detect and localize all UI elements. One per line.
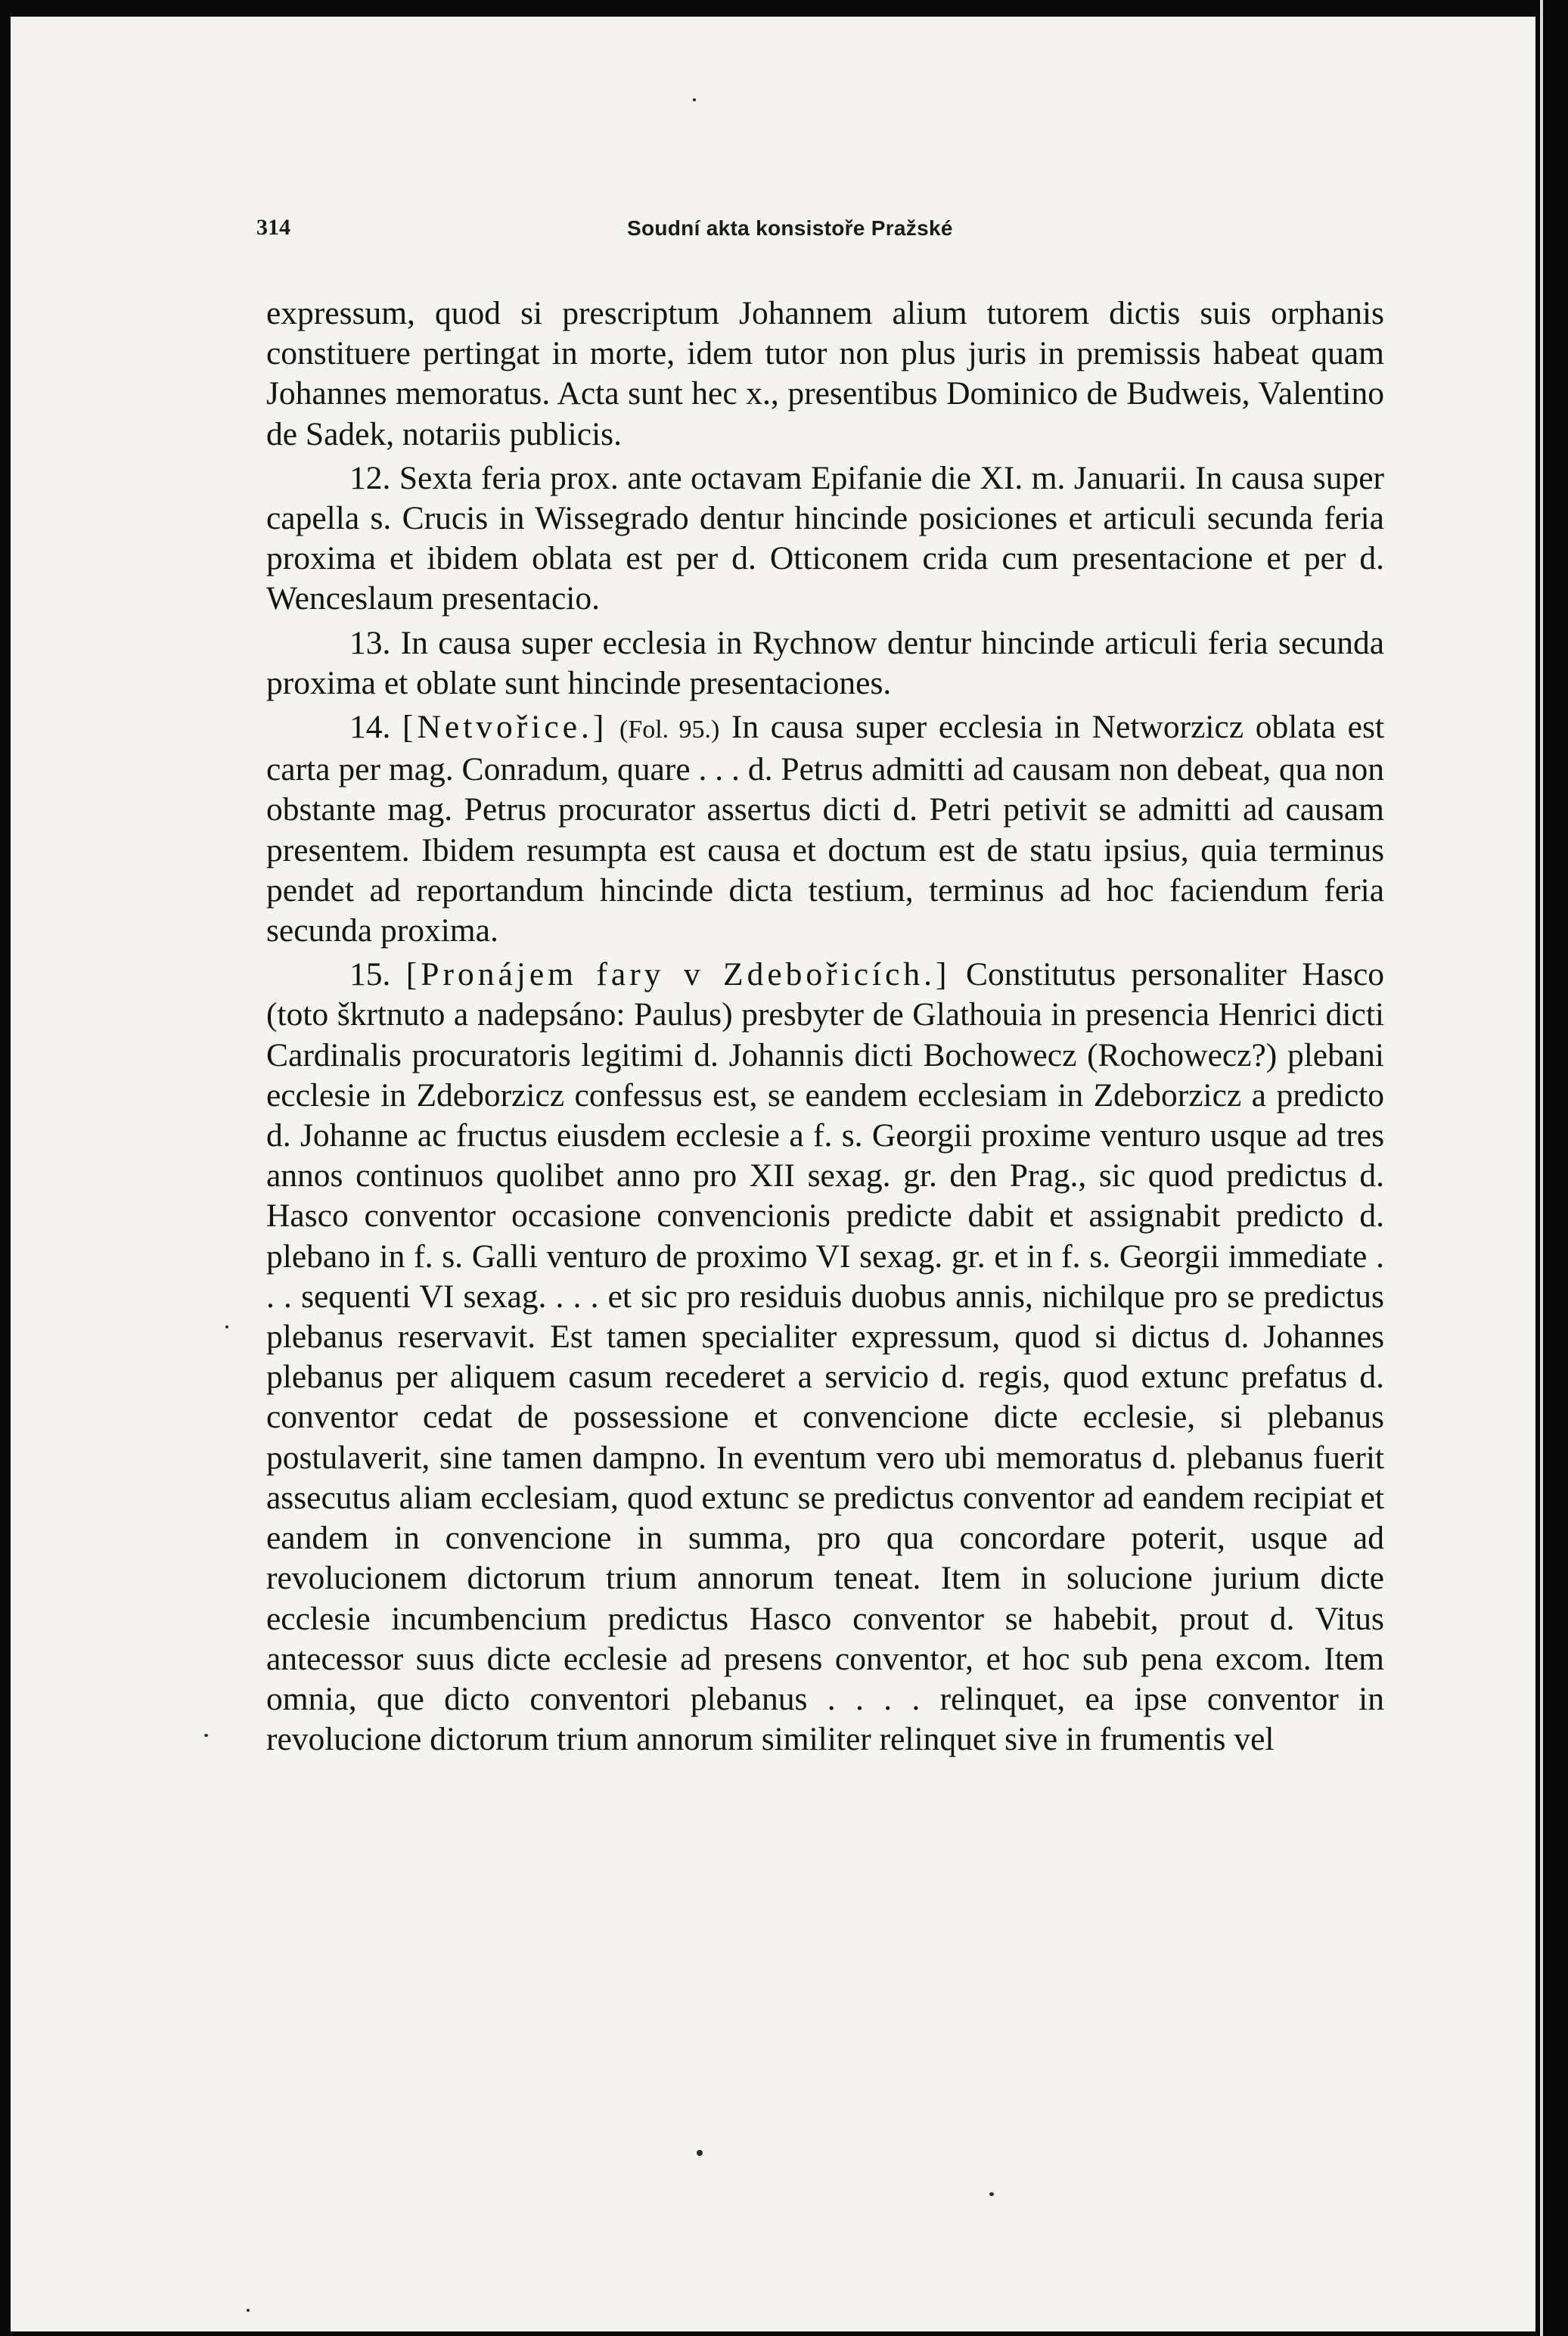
scan-border-right xyxy=(1535,0,1568,2336)
page-number: 314 xyxy=(256,215,290,240)
paragraph-continuation: expressum, quod si prescriptum Johannem alium tutorem dictis suis orphanis constituere pertingat in morte, idem tutor non plus juris in premissis habeat quam Johannes memoratus. Acta sunt hec x., presentibus Dominico de Budweis, Valentino de Sadek, notariis publicis. xyxy=(266,295,1384,452)
scan-border-strip xyxy=(1540,0,1543,2336)
scan-speck xyxy=(693,98,696,101)
entry-text: In causa super ecclesia in Networzicz oblata est carta per mag. Conradum, quare . . . d. Petrus admitti ad causam non debeat, qua non obstante mag. Petrus procurator assertus dicti d. Petri petivit se admitti ad causam presentem. Ibidem resumpta est causa et doctum est de statu ipsius, quia terminus pendet ad reportandum hincinde dicta testium, terminus ad hoc faciendum feria secunda proxima. xyxy=(266,709,1384,949)
scanned-page xyxy=(11,17,1535,2331)
scan-speck xyxy=(989,2192,994,2196)
entry-heading: [Pronájem fary v Zdebořicích.] xyxy=(405,956,951,993)
entry-text: Constitutus personaliter Hasco (toto škrtnuto a nadepsáno: Paulus) presbyter de Glathouia in presencia Henrici dicti Cardinalis procuratoris legitimi d. Johannis dicti Bochowecz (Rochowecz?) plebani ecclesie in Zdeborzicz confessus est, se eandem ecclesiam in Zdeborzicz a predicto d. Johanne ac fructus eiusdem ecclesie a f. s. Georgii proxime venturo usque ad tres annos continuos quolibet anno pro XII sexag. gr. den Prag., sic quod predictus d. Hasco conventor occasione convencionis predicte dabit et assignabit predicto d. plebano in f. s. Galli venturo de proximo VI sexag. gr. et in f. s. Georgii immediate . . . sequenti VI sexag. . . . et sic pro residuis duobus annis, nichilque pro se predictus plebanus reservavit. Est tamen specialiter expressum, quod si dictus d. Johannes plebanus per aliquem casum recederet a servicio d. regis, quod extunc prefatus d. conventor cedat de possessione et convencione dicte ecclesie, si plebanus postulaverit, sine tamen dampno. In eventum vero ubi memoratus d. plebanus fuerit assecutus aliam ecclesiam, quod extunc se predictus conventor ad eandem recipiat et eandem in convencione in summa, pro qua concordare poterit, usque ad revolucionem dictorum trium annorum teneat. Item in solucione jurium dicte ecclesie incumbencium predictus Hasco conventor se habebit, prout d. Vitus antecessor suus dicte ecclesie ad presens conventor, et hoc sub pena excom. Item omnia, que dicto conventori plebanus . . . . relinquet, ea ipse conventor in revolucione dictorum trium annorum similiter relinquet sive in frumentis vel xyxy=(266,956,1385,1758)
paragraph-13: 13. In causa super ecclesia in Rychnow dentur hincinde articuli feria secunda proxima et oblate sunt hincinde presentaciones. xyxy=(266,624,1384,701)
running-title: Soudní akta konsistoře Pražské xyxy=(627,216,953,240)
paragraph-14 xyxy=(266,707,1384,951)
body-text xyxy=(266,294,1384,1763)
entry-number: 14. xyxy=(349,709,391,746)
entry-number: 15. xyxy=(349,956,391,993)
folio-reference: (Fol. 95.) xyxy=(619,716,720,744)
entry-heading: [Netvořice.] xyxy=(402,709,608,746)
paragraph-12: 12. Sexta feria prox. ante octavam Epifanie die XI. m. Januarii. In causa super capella s. Crucis in Wissegrado dentur hincinde posiciones et articuli secunda feria proxima et ibidem oblata est per d. Otticonem crida cum presentacione et per d. Wenceslaum presentacio. xyxy=(266,459,1384,617)
scan-speck xyxy=(204,1734,208,1737)
scan-speck xyxy=(225,1325,228,1328)
scan-speck xyxy=(247,2309,250,2312)
page-header xyxy=(256,215,1391,248)
paragraph-15 xyxy=(266,955,1384,1760)
scan-speck xyxy=(697,2150,703,2156)
